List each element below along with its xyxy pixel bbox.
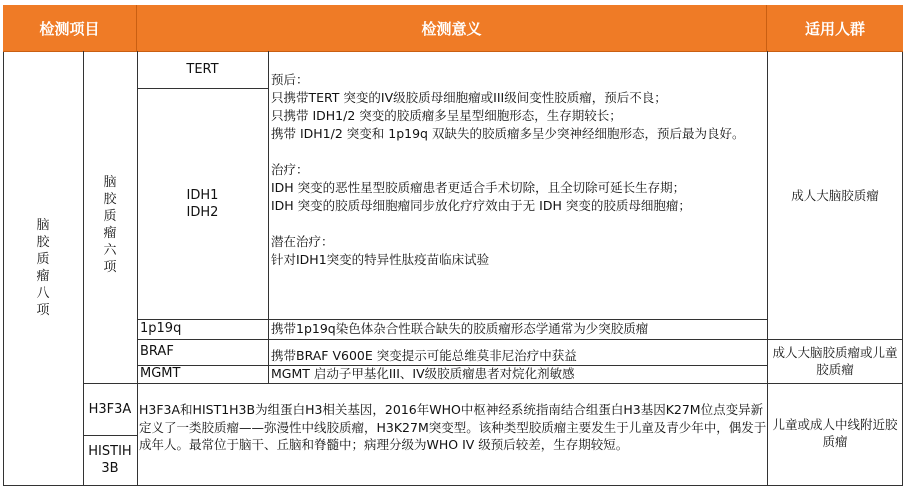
population-adult-or-child: 成人大脑胶质瘤或儿童胶质瘤 — [772, 345, 898, 377]
grid-line — [137, 319, 767, 320]
population-child-midline: 儿童或成人中线附近胶质瘤 — [772, 417, 898, 449]
group-eight-items — [3, 51, 83, 485]
grid-line — [902, 51, 903, 485]
group-six-items-label: 脑胶质瘤六项 — [103, 174, 117, 275]
grid-line — [137, 365, 767, 366]
gene-h3f3a: H3F3A — [88, 401, 132, 417]
gene-1p19q: 1p19q — [140, 321, 182, 336]
grid-line — [137, 88, 268, 89]
grid-line — [137, 51, 138, 485]
population-adult: 成人大脑胶质瘤 — [791, 187, 879, 203]
meaning-1p19q: 携带1p19q染色体杂合性联合缺失的胶质瘤形态学通常为少突胶质瘤 — [271, 321, 649, 336]
grid-line — [268, 51, 269, 383]
gene-tert: TERT — [186, 62, 219, 77]
meaning-tert-idh: 预后： 只携带TERT 突变的IV级胶质母细胞瘤或III级间变性胶质瘤，预后不良； 只携带 IDH1/2 突变的胶质瘤多呈星型细胞形态，生存期较长； 携带 IDH1/2 突变和 1p19q 双缺失的胶质瘤多呈少突神经细胞形态，预后最为良好。 治疗： IDH 突变的恶性星型胶质瘤患者更适合手术切除，且全切除可延长生存期； IDH 突变的胶质母细胞瘤同步放化疗疗效由于无 IDH 突变的胶质母细胞瘤； 潜在治疗： 针对IDH1突变的特异性肽疫苗临床试验 — [271, 72, 745, 267]
meaning-braf: 携带BRAF V600E 突变提示可能总维莫非尼治疗中获益 — [271, 348, 577, 363]
grid-line — [83, 383, 903, 384]
meaning-mgmt: MGMT 启动子甲基化III、IV级胶质瘤患者对烷化剂敏感 — [271, 366, 575, 381]
gene-histih3b — [83, 435, 137, 485]
gene-idh — [137, 88, 268, 319]
gene-idh1: IDH1 — [186, 187, 219, 203]
gene-braf: BRAF — [140, 344, 174, 359]
grid-line — [3, 51, 903, 52]
grid-line — [3, 485, 903, 486]
group-six-items — [83, 51, 137, 398]
header-target-population: 适用人群 — [767, 5, 903, 51]
grid-line — [767, 51, 768, 485]
gene-histih-part2: 3B — [101, 461, 119, 476]
grid-line — [3, 51, 4, 485]
grid-line — [767, 339, 903, 340]
meaning-h3-genes: H3F3A和HIST1H3B为组蛋白H3相关基因，2016年WHO中枢神经系统指南结合组蛋白H3基因K27M位点变异新定义了一类胶质瘤——弥漫性中线胶质瘤，H3K27M突变型。该种类型胶质瘤主要发生于儿童及青少年中，偶发于成年人。最常位于脑干、丘脑和脊髓中；病理分级为WHO IV 级预后较差，生存期较短。 — [139, 402, 767, 452]
grid-line — [83, 51, 84, 485]
group-eight-items-label: 脑胶质瘤八项 — [36, 218, 50, 318]
header-test-items: 检测项目 — [3, 5, 137, 51]
header-test-meaning: 检测意义 — [137, 5, 767, 51]
gene-idh2: IDH2 — [186, 204, 219, 220]
gene-mgmt: MGMT — [140, 366, 181, 381]
grid-line — [137, 339, 767, 340]
gene-histih-part1: HISTIH — [88, 444, 132, 459]
grid-line — [83, 435, 137, 436]
